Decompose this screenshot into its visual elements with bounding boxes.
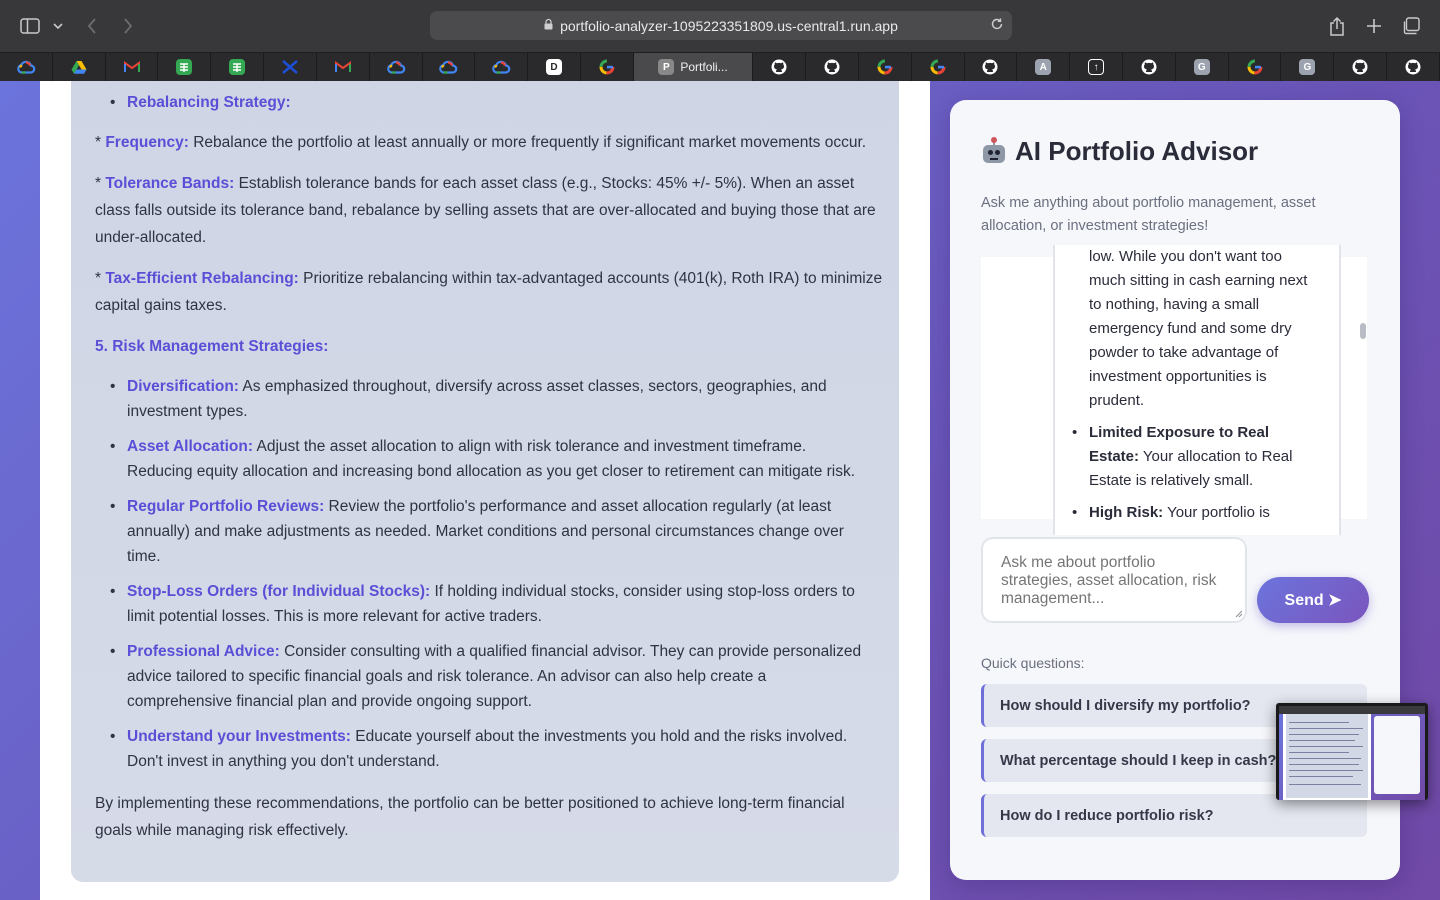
tab-22[interactable] <box>1229 53 1282 81</box>
frequency-paragraph: * Frequency: Rebalance the portfolio at least annually or more frequently if significant market movements occur. <box>95 134 867 151</box>
risk-strategy-list-2 <box>127 434 872 484</box>
tab-14[interactable] <box>806 53 859 81</box>
tab-18[interactable] <box>1017 53 1070 81</box>
github-icon <box>982 59 998 75</box>
tab-6[interactable] <box>317 53 370 81</box>
github-icon <box>1352 59 1368 75</box>
robot-icon <box>981 139 1007 165</box>
list-item: • Limited Exposure to Real Estate: Your allocation to Real Estate is relatively small. <box>1089 421 1319 493</box>
back-icon[interactable] <box>78 12 106 40</box>
quick-question-diversify[interactable]: How should I diversify my portfolio? <box>981 684 1367 727</box>
analysis-report <box>71 81 899 882</box>
chat-messages[interactable] <box>981 248 1367 521</box>
risk-strategy-list-4 <box>127 579 872 629</box>
sidebar-toggle-icon[interactable] <box>16 12 44 40</box>
google-icon <box>877 59 893 75</box>
d-app-icon: D <box>546 59 562 75</box>
chat-scrollbar-thumb[interactable] <box>1360 323 1366 339</box>
google-cloud-icon <box>18 59 34 75</box>
message-text: low. While you don't want too much sitting in cash earning next to nothing, having a small emergency fund and some dry powder to take advantage of investment opportunities is prudent. <box>1089 248 1308 409</box>
assistant-message <box>1053 245 1341 535</box>
gmail-icon <box>335 59 351 75</box>
list-item: • High Risk: Your portfolio is <box>1089 501 1319 525</box>
tax-paragraph: * Tax-Efficient Rebalancing: Prioritize rebalancing within tax-advantaged accounts (401(k), Roth IRA) to minimize capital gains taxes. <box>95 270 883 314</box>
tab-8[interactable] <box>423 53 476 81</box>
google-sheets-icon <box>176 59 192 75</box>
risk-section-heading: 5. Risk Management Strategies: <box>95 338 329 355</box>
tab-portfolio-analyzer[interactable] <box>634 53 754 81</box>
screenshot-thumbnail[interactable] <box>1276 703 1428 800</box>
tab-bar <box>0 52 1440 81</box>
google-cloud-icon <box>440 59 456 75</box>
tab-19[interactable] <box>1070 53 1123 81</box>
browser-toolbar <box>0 0 1440 52</box>
tolerance-paragraph: * Tolerance Bands: Establish tolerance bands for each asset class (e.g., Stocks: 45% +/- 5%). When an asset class falls outside its tolerance band, rebalance by selling assets that are over-allocated and buying those that are under-allocated. <box>95 175 876 246</box>
bracket-app-icon: ↑ <box>1088 59 1104 75</box>
tab-7[interactable] <box>370 53 423 81</box>
google-cloud-icon <box>388 59 404 75</box>
quick-question-cash[interactable]: What percentage should I keep in cash? <box>981 739 1367 782</box>
tab-15[interactable] <box>859 53 912 81</box>
list-item: • Diversification: As emphasized throughout, diversify across asset classes, sectors, geographies, and investment types. <box>127 374 872 424</box>
risk-strategy-list-6 <box>127 724 872 774</box>
google-icon <box>599 59 615 75</box>
chat-scrollbar[interactable] <box>1359 257 1367 519</box>
tab-5[interactable] <box>264 53 317 81</box>
gmail-icon <box>124 59 140 75</box>
g-app-icon: G <box>1299 59 1315 75</box>
tab-21[interactable] <box>1176 53 1229 81</box>
google-sheets-icon <box>229 59 245 75</box>
tab-favicon-icon: P <box>658 59 674 75</box>
tab-25[interactable] <box>1387 53 1440 81</box>
new-tab-icon[interactable] <box>1360 12 1388 40</box>
list-item: • Regular Portfolio Reviews: Review the portfolio's performance and asset allocation regularly (at least annually) and make adjustments as needed. Market conditions and personal circumstances change over time. <box>127 494 872 569</box>
url-text: portfolio-analyzer-1095223351809.us-central1.run.app <box>560 17 898 34</box>
google-cloud-icon <box>493 59 509 75</box>
conclusion-paragraph: By implementing these recommendations, the portfolio can be better positioned to achieve long-term financial goals while managing risk effectively. <box>95 795 845 839</box>
forward-icon[interactable] <box>114 12 142 40</box>
tab-1[interactable] <box>53 53 106 81</box>
github-icon <box>1141 59 1157 75</box>
send-button[interactable]: Send ➤ <box>1257 577 1369 623</box>
tab-label: Portfoli... <box>680 60 728 74</box>
tab-16[interactable] <box>912 53 965 81</box>
tab-11[interactable] <box>581 53 634 81</box>
github-icon <box>1405 59 1421 75</box>
risk-strategy-list-3 <box>127 494 872 569</box>
tab-4[interactable] <box>211 53 264 81</box>
tab-10[interactable] <box>528 53 581 81</box>
list-item: • Professional Advice: Consider consulting with a qualified financial advisor. They can provide personalized advice tailored to specific financial goals and risk tolerance. An advisor can also help create a comprehensive financial plan and provide ongoing support. <box>127 639 872 714</box>
google-icon <box>930 59 946 75</box>
tab-23[interactable] <box>1281 53 1334 81</box>
tab-9[interactable] <box>475 53 528 81</box>
risk-strategy-list-5 <box>127 639 872 714</box>
github-icon <box>771 59 787 75</box>
address-bar[interactable] <box>430 11 1012 40</box>
tab-3[interactable] <box>158 53 211 81</box>
quick-questions-label: Quick questions: <box>981 655 1085 671</box>
reload-icon[interactable] <box>990 17 1004 34</box>
tab-24[interactable] <box>1334 53 1387 81</box>
google-drive-icon <box>71 59 87 75</box>
lock-icon <box>544 19 553 33</box>
tab-20[interactable] <box>1123 53 1176 81</box>
x-icon <box>282 59 298 75</box>
advisor-title: AI Portfolio Advisor <box>981 136 1258 167</box>
resize-handle-icon[interactable] <box>1235 610 1243 618</box>
tab-0[interactable] <box>0 53 53 81</box>
list-item: • Stop-Loss Orders (for Individual Stocks): If holding individual stocks, consider using stop-loss orders to limit potential losses. This is more relevant for active traders. <box>127 579 872 629</box>
tab-group-chevron-icon[interactable] <box>47 12 69 40</box>
tab-overview-icon[interactable] <box>1397 12 1425 40</box>
tab-13[interactable] <box>753 53 806 81</box>
a-app-icon: A <box>1035 59 1051 75</box>
tab-17[interactable] <box>965 53 1018 81</box>
chat-input[interactable] <box>981 537 1247 623</box>
google-icon <box>1247 59 1263 75</box>
tab-2[interactable] <box>106 53 159 81</box>
quick-question-risk[interactable]: How do I reduce portfolio risk? <box>981 794 1367 837</box>
g-app-icon: G <box>1194 59 1210 75</box>
list-item: • Asset Allocation: Adjust the asset allocation to align with risk tolerance and investment timeframe. Reducing equity allocation and increasing bond allocation as you get closer to retirement can mitigate risk. <box>127 434 872 484</box>
share-icon[interactable] <box>1323 12 1351 40</box>
risk-strategy-list <box>127 374 872 424</box>
list-item: • Understand your Investments: Educate yourself about the investments you hold and the risks involved. Don't invest in anything you don't understand. <box>127 724 872 774</box>
advisor-subtitle: Ask me anything about portfolio management, asset allocation, or investment strategies! <box>981 195 1316 234</box>
rebalancing-strategy-heading: • Rebalancing Strategy: <box>127 89 291 116</box>
github-icon <box>824 59 840 75</box>
